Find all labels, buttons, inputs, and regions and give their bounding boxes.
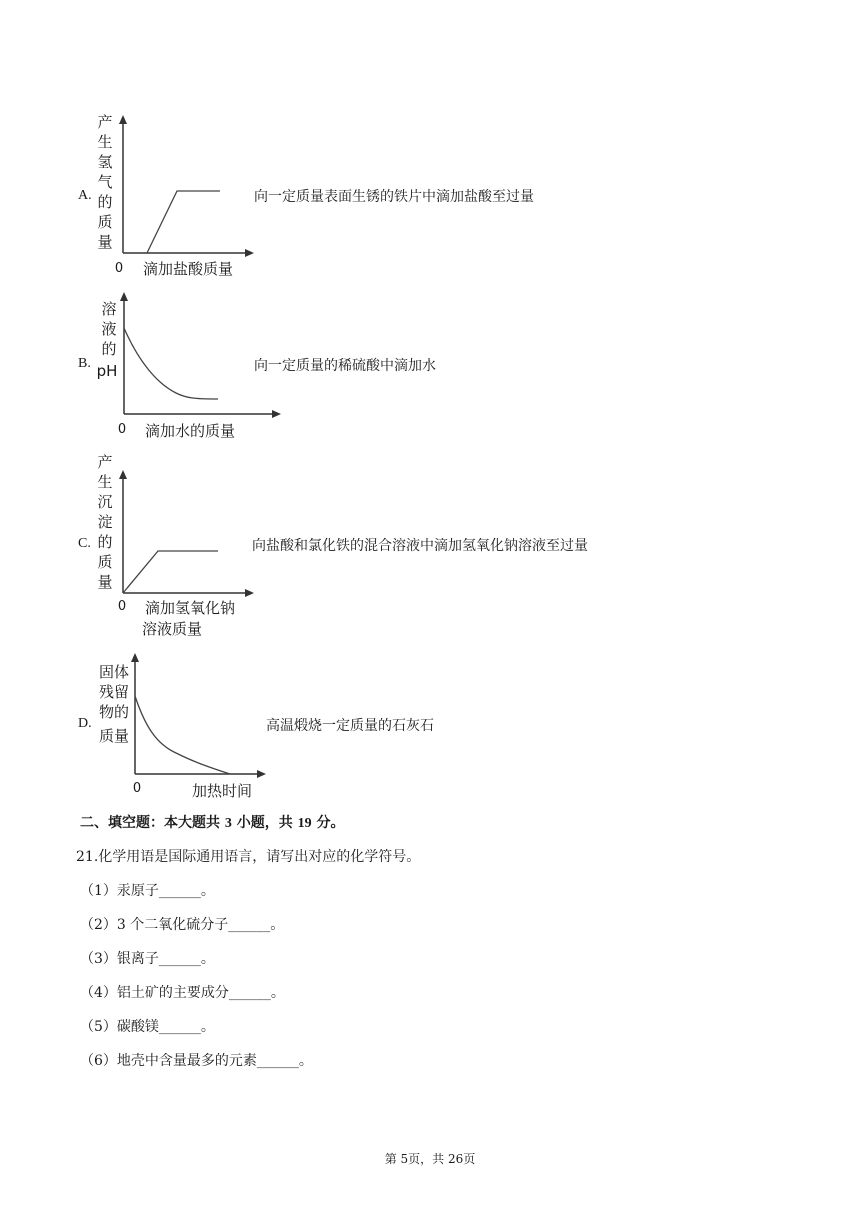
y-label-line: 质	[97, 553, 113, 571]
x-axis-label: 加热时间	[191, 782, 253, 800]
origin-label: 0	[114, 261, 124, 276]
section-text-mid: 小题，共	[231, 815, 298, 831]
y-label-line: 固体	[98, 663, 130, 681]
data-curve	[135, 696, 230, 774]
x-axis-arrow	[257, 770, 266, 778]
x-axis-arrow	[272, 410, 281, 418]
x-axis-label: 滴加氢氧化钠	[144, 599, 236, 617]
option-letter: C.	[78, 536, 91, 551]
y-label-line: 气	[97, 173, 113, 191]
sub-question: （1）汞原子______。	[80, 883, 215, 899]
data-curve	[147, 191, 220, 253]
data-curve	[124, 328, 218, 399]
y-label-line: 液	[101, 320, 117, 338]
option-letter: D.	[78, 716, 92, 731]
y-label-line: 质	[97, 213, 113, 231]
sub-question: （4）铝土矿的主要成分______。	[80, 985, 285, 1001]
y-label-line: 质量	[98, 727, 130, 745]
option-description: 向一定质量表面生锈的铁片中滴加盐酸至过量	[254, 189, 534, 205]
origin-label: 0	[117, 422, 127, 437]
y-label-line: 的	[101, 340, 117, 358]
y-axis-label	[97, 113, 112, 251]
y-label-line: 物的	[98, 703, 130, 721]
section-num-questions: 3	[224, 816, 232, 831]
y-label-line: pH	[96, 362, 118, 380]
y-label-line: 生	[97, 473, 113, 491]
y-label-line: 淀	[97, 513, 113, 531]
sub-question: （6）地壳中含量最多的元素______。	[80, 1053, 313, 1069]
question-text: 化学用语是国际通用语言，请写出对应的化学符号。	[98, 849, 421, 865]
y-label-line: 产	[97, 453, 113, 471]
y-axis-arrow	[119, 115, 127, 124]
y-axis-label	[99, 663, 129, 745]
sub-question: （3）银离子______。	[80, 951, 215, 967]
y-axis-arrow	[120, 292, 128, 301]
data-curve	[123, 551, 218, 593]
y-label-line: 的	[97, 193, 113, 211]
question-stem	[76, 846, 420, 866]
x-axis-label: 滴加水的质量	[144, 422, 236, 440]
origin-label: 0	[132, 781, 142, 796]
option-description: 向一定质量的稀硫酸中滴加水	[254, 358, 436, 374]
x-axis-label: 滴加盐酸质量	[142, 260, 234, 278]
section-text-pre: 二、填空题：本大题共	[80, 815, 225, 831]
page-footer: 第 5页，共 26页	[384, 1152, 476, 1166]
option-description: 高温煅烧一定质量的石灰石	[266, 718, 434, 734]
option-letter: B.	[78, 356, 91, 371]
y-label-line: 残留	[98, 683, 130, 701]
y-label-line: 生	[97, 133, 113, 151]
graph-d	[90, 648, 290, 803]
y-label-line: 量	[97, 233, 113, 251]
x-axis-arrow	[245, 589, 254, 597]
x-axis-arrow	[245, 249, 254, 257]
option-description: 向盐酸和氯化铁的混合溶液中滴加氢氧化钠溶液至过量	[252, 538, 588, 554]
origin-label: 0	[117, 599, 127, 614]
option-letter: A.	[78, 188, 92, 203]
section-points: 19	[297, 816, 312, 831]
y-axis-arrow	[131, 653, 139, 662]
y-label-line: 氢	[97, 153, 113, 171]
question-number: 21.	[76, 849, 99, 865]
y-label-line: 沉	[97, 493, 113, 511]
y-label-line: 量	[97, 573, 113, 591]
y-label-line: 的	[97, 533, 113, 551]
sub-question: （5）碳酸镁______。	[80, 1019, 215, 1035]
x-axis-label: 溶液质量	[141, 620, 203, 638]
y-axis-arrow	[119, 470, 127, 479]
sub-question: （2）3 个二氧化硫分子______。	[80, 917, 285, 933]
y-label-line: 溶	[101, 300, 117, 318]
y-axis-label	[97, 453, 112, 591]
y-label-line: 产	[97, 113, 113, 131]
y-axis-label	[97, 300, 118, 380]
section-heading	[80, 812, 345, 832]
section-text-post: 分。	[311, 815, 345, 831]
